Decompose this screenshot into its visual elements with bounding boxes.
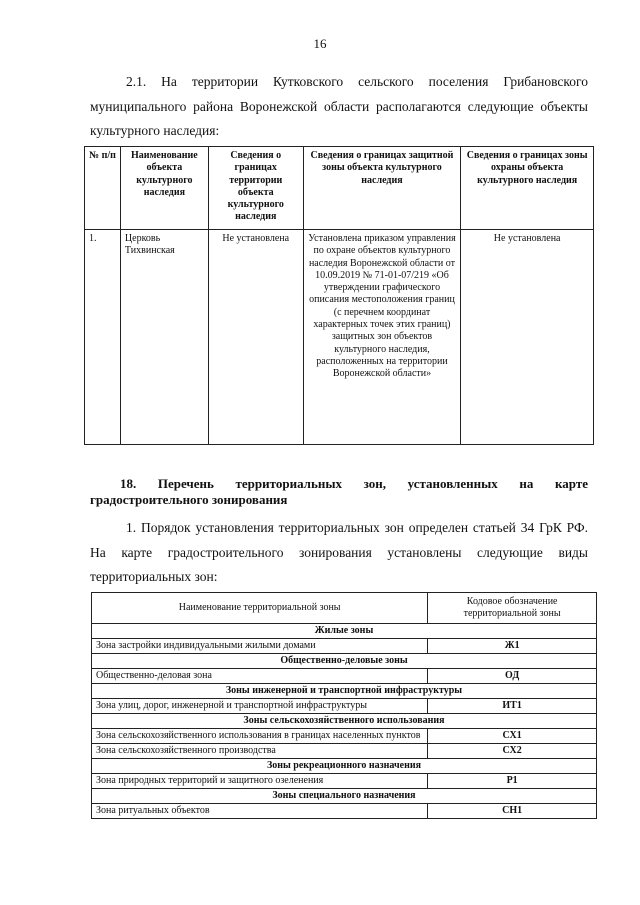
cell-number: 1.: [85, 230, 121, 445]
table-row: [92, 804, 597, 819]
zone-name: Зона улиц, дорог, инженерной и транспортной инфраструктуры: [92, 699, 428, 714]
table-row: [92, 699, 597, 714]
zone-code: Р1: [428, 774, 597, 789]
cell-protective-zone: Установлена приказом управления по охране объектов культурного наследия Воронежской области от 10.09.2019 № 71-01-07/219 «Об утверждении графического описания местоположения границ (с перечнем координат характерных точек этих границ) защитных зон объектов культурного наследия, расположенных на территории Воронежской области»: [303, 230, 461, 445]
zones-table-header: [92, 593, 597, 624]
intro-paragraph: 2.1. На территории Кутковского сельского поселения Грибановского муниципального района Воронежской области располагаются следующие объекты культурного наследия:: [90, 74, 588, 138]
zone-name: Зона сельскохозяйственного использования в границах населенных пунктов: [92, 729, 428, 744]
zone-code: Ж1: [428, 639, 597, 654]
zone-group-title: Зоны инженерной и транспортной инфраструктуры: [92, 684, 597, 699]
header-protective-zone: Сведения о границах защитной зоны объекта культурного наследия: [303, 147, 461, 230]
zone-name: Общественно-деловая зона: [92, 669, 428, 684]
page-number: 16: [313, 36, 327, 51]
zone-name: Зона природных территорий и защитного озеленения: [92, 774, 428, 789]
zone-code: ИТ1: [428, 699, 597, 714]
zone-group-title: Зоны специального назначения: [92, 789, 597, 804]
zones-table: [91, 592, 597, 819]
zone-group-title: Общественно-деловые зоны: [92, 654, 597, 669]
heritage-table: [84, 146, 594, 445]
table-row: [92, 744, 597, 759]
cell-object-name: Церковь Тихвинская: [120, 230, 208, 445]
zone-code: ОД: [428, 669, 597, 684]
header-zone-name: Наименование территориальной зоны: [92, 593, 428, 624]
header-zone-code: Кодовое обозначение территориальной зоны: [428, 593, 597, 624]
table-row: [92, 729, 597, 744]
table-row: [92, 774, 597, 789]
cell-territory: Не установлена: [208, 230, 303, 445]
table-row: [92, 669, 597, 684]
section-heading: 18. Перечень территориальных зон, установленных на карте градостроительного зонирования: [90, 476, 588, 507]
zone-code: СН1: [428, 804, 597, 819]
section-paragraph: 1. Порядок установления территориальных зон определен статьей 34 ГрК РФ. На карте градостроительного зонирования установлены следующие виды территориальных зон:: [90, 520, 588, 584]
zone-group-title: Жилые зоны: [92, 624, 597, 639]
zone-code: СХ2: [428, 744, 597, 759]
table-row: [85, 230, 594, 445]
zone-name: Зона застройки индивидуальными жилыми домами: [92, 639, 428, 654]
header-security-zone: Сведения о границах зоны охраны объекта культурного наследия: [461, 147, 594, 230]
zone-group-title: Зоны рекреационного назначения: [92, 759, 597, 774]
header-territory: Сведения о границах территории объекта культурного наследия: [208, 147, 303, 230]
zone-group-title: Зоны сельскохозяйственного использования: [92, 714, 597, 729]
zone-name: Зона сельскохозяйственного производства: [92, 744, 428, 759]
heritage-table-header: [85, 147, 594, 230]
cell-security-zone: Не установлена: [461, 230, 594, 445]
table-row: [92, 639, 597, 654]
zone-name: Зона ритуальных объектов: [92, 804, 428, 819]
header-object-name: Наименование объекта культурного наследия: [120, 147, 208, 230]
header-number: № п/п: [85, 147, 121, 230]
zone-code: СХ1: [428, 729, 597, 744]
